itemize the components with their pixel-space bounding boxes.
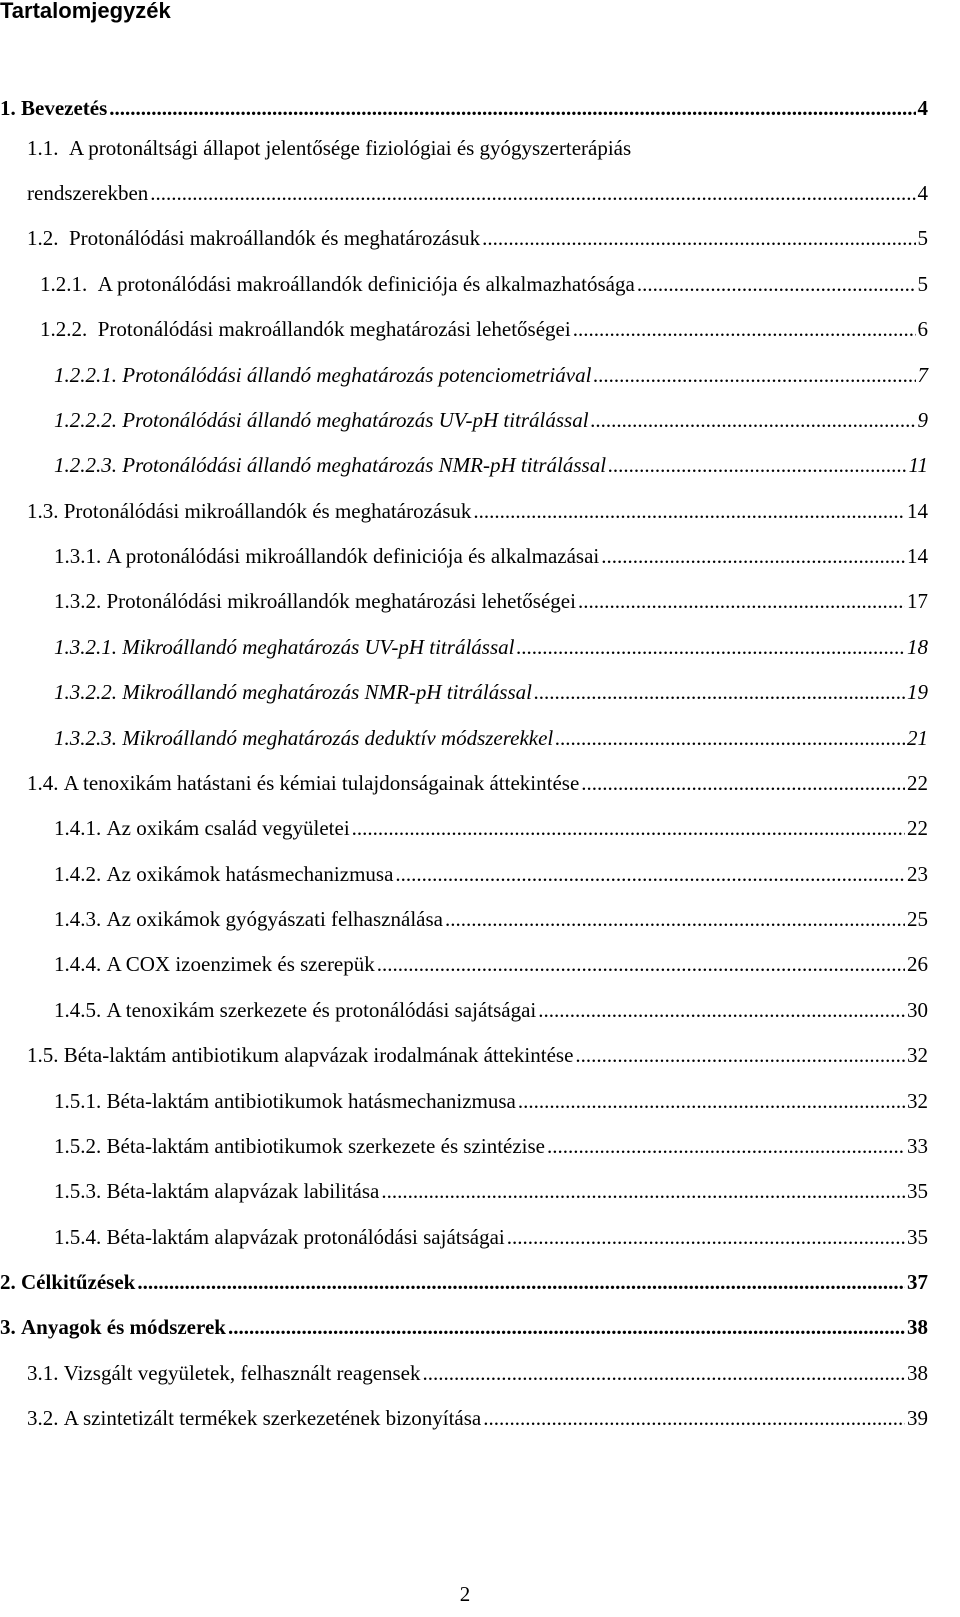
toc-entry-1-5-2[interactable] — [54, 1132, 928, 1160]
toc-entry-title: A tenoxikám hatástani és kémiai tulajdonságainak áttekintése — [63, 771, 580, 795]
dot-leader — [578, 587, 905, 615]
toc-entry-number: 1.2.1. — [40, 272, 88, 296]
toc-entry-page: 7 — [917, 363, 928, 387]
toc-entry-1-4-4[interactable] — [54, 950, 928, 978]
toc-entry-title: Protonálódási makroállandók meghatározási lehetőségei — [97, 317, 571, 341]
toc-entry-1[interactable] — [0, 94, 928, 122]
toc-entry-page: 26 — [907, 952, 928, 976]
toc-entry-title: Az oxikámok gyógyászati felhasználása — [106, 907, 443, 931]
toc-entry-number: 1.4. — [27, 771, 59, 795]
toc-entry-1-2-2-3[interactable] — [54, 451, 928, 479]
toc-entry-1-5-1[interactable] — [54, 1087, 928, 1115]
toc-entry-number: 1.2.2.1. — [54, 363, 117, 387]
toc-entry-3-2[interactable] — [27, 1404, 928, 1432]
toc-entry-number: 1.3.2.3. — [54, 726, 117, 750]
toc-entry-1-2-2-2[interactable] — [54, 406, 928, 434]
toc-entry-page: 23 — [907, 862, 928, 886]
toc-entry-title: Béta-laktám antibiotikumok szerkezete és szintézise — [106, 1134, 545, 1158]
toc-entry-page: 21 — [907, 726, 928, 750]
toc-entry-1-2-1[interactable] — [40, 270, 928, 298]
toc-entry-title: Béta-laktám antibiotikumok hatásmechanizmusa — [106, 1089, 516, 1113]
toc-entry-page: 4 — [917, 181, 928, 205]
dot-leader — [601, 542, 905, 570]
toc-entry-number: 1.3.2. — [54, 589, 102, 613]
dot-leader — [547, 1132, 905, 1160]
toc-entry-1-4-1[interactable] — [54, 814, 928, 842]
toc-entry-number: 1.4.5. — [54, 998, 102, 1022]
dot-leader — [516, 633, 905, 661]
dot-leader — [352, 814, 905, 842]
toc-entry-title: Protonálódási mikroállandók és meghatározásuk — [63, 499, 472, 523]
toc-entry-page: 35 — [907, 1225, 928, 1249]
dot-leader — [581, 769, 905, 797]
toc-entry-title: A tenoxikám szerkezete és protonálódási sajátságai — [106, 998, 537, 1022]
toc-entry-title: A protonálódási mikroállandók definiciója és alkalmazásai — [106, 544, 600, 568]
toc-entry-title: Célkitűzések — [21, 1270, 136, 1294]
toc-entry-1-5[interactable] — [27, 1041, 928, 1069]
toc-entry-number: 1.5.2. — [54, 1134, 102, 1158]
toc-entry-number: 1.1. — [27, 136, 59, 160]
toc-entry-number: 1.2.2. — [40, 317, 88, 341]
toc-entry-number: 3. — [0, 1315, 16, 1339]
toc-entry-number: 1.2.2.2. — [54, 408, 117, 432]
toc-entry-1-2-2[interactable] — [40, 315, 928, 343]
toc-entry-page: 33 — [907, 1134, 928, 1158]
toc-entry-page: 11 — [908, 453, 928, 477]
toc-entry-title-continuation: rendszerekben — [27, 181, 149, 205]
dot-leader — [507, 1223, 905, 1251]
dot-leader — [555, 724, 905, 752]
toc-entry-page: 18 — [907, 635, 928, 659]
toc-entry-number: 1.4.3. — [54, 907, 102, 931]
dot-leader — [518, 1087, 905, 1115]
toc-entry-number: 1.4.1. — [54, 816, 102, 840]
toc-entry-page: 9 — [917, 408, 928, 432]
dot-leader — [445, 905, 905, 933]
toc-entry-title: A COX izoenzimek és szerepük — [106, 952, 375, 976]
toc-entry-title: Vizsgált vegyületek, felhasznált reagensek — [63, 1361, 421, 1385]
dot-leader — [423, 1359, 905, 1387]
toc-entry-title: Mikroállandó meghatározás UV-pH titrálással — [122, 635, 515, 659]
toc-entry-page: 14 — [907, 499, 928, 523]
toc-entry-1-3-2-1[interactable] — [54, 633, 928, 661]
dot-leader — [575, 1041, 905, 1069]
toc-entry-number: 1. — [0, 96, 16, 120]
toc-entry-page: 17 — [907, 589, 928, 613]
toc-entry-title: A szintetizált termékek szerkezetének bizonyítása — [63, 1406, 482, 1430]
page-number: 2 — [459, 1582, 471, 1606]
toc-entry-1-4-2[interactable] — [54, 860, 928, 888]
toc-entry-title: A protonálódási makroállandók definiciója és alkalmazhatósága — [97, 272, 635, 296]
toc-entry-page: 37 — [907, 1270, 928, 1294]
toc-entry-page: 22 — [907, 816, 928, 840]
toc-entry-number: 1.3.2.1. — [54, 635, 117, 659]
toc-entry-title: Bevezetés — [21, 96, 108, 120]
toc-entry-1-5-3[interactable] — [54, 1177, 928, 1205]
dot-leader — [109, 94, 915, 122]
dot-leader — [377, 950, 905, 978]
toc-entry-page: 14 — [907, 544, 928, 568]
toc-entry-1-3[interactable] — [27, 497, 928, 525]
toc-entry-number: 3.2. — [27, 1406, 59, 1430]
toc-entry-page: 19 — [907, 680, 928, 704]
toc-entry-title: Béta-laktám antibiotikum alapvázak irodalmának áttekintése — [63, 1043, 574, 1067]
toc-entry-1-3-2[interactable] — [54, 587, 928, 615]
toc-entry-3[interactable] — [0, 1313, 928, 1341]
dot-leader — [381, 1177, 905, 1205]
toc-entry-3-1[interactable] — [27, 1359, 928, 1387]
toc-entry-page: 25 — [907, 907, 928, 931]
dot-leader — [591, 406, 916, 434]
dot-leader — [573, 315, 916, 343]
toc-entry-1-1-continuation[interactable] — [27, 179, 928, 207]
toc-entry-page: 38 — [907, 1361, 928, 1385]
toc-entry-number: 1.4.2. — [54, 862, 102, 886]
toc-entry-1-2[interactable] — [27, 224, 928, 252]
toc-entry-1-4-5[interactable] — [54, 996, 928, 1024]
toc-entry-title: A protonáltsági állapot jelentősége fiziológiai és gyógyszerterápiás — [69, 136, 632, 160]
toc-entry-number: 1.2.2.3. — [54, 453, 117, 477]
toc-entry-1-1[interactable] — [27, 134, 928, 162]
toc-entry-page: 32 — [907, 1089, 928, 1113]
dot-leader — [482, 224, 915, 252]
toc-entry-title: Protonálódási állandó meghatározás NMR-pH titrálással — [122, 453, 607, 477]
toc-entry-page: 39 — [907, 1406, 928, 1430]
toc-entry-1-2-2-1[interactable] — [54, 361, 928, 389]
toc-entry-page: 6 — [917, 317, 928, 341]
toc-entry-1-3-1[interactable] — [54, 542, 928, 570]
toc-entry-number: 1.5.1. — [54, 1089, 102, 1113]
dot-leader — [608, 451, 906, 479]
dot-leader — [473, 497, 905, 525]
dot-leader — [534, 678, 905, 706]
toc-entry-title: Protonálódási állandó meghatározás potenciometriával — [122, 363, 592, 387]
toc-entry-page: 38 — [907, 1315, 928, 1339]
dot-leader — [483, 1404, 905, 1432]
toc-entry-page: 30 — [907, 998, 928, 1022]
toc-entry-page: 5 — [917, 226, 928, 250]
dot-leader — [228, 1313, 905, 1341]
toc-entry-number: 1.5. — [27, 1043, 59, 1067]
dot-leader — [593, 361, 915, 389]
toc-entry-number: 1.5.3. — [54, 1179, 102, 1203]
toc-entry-title: Az oxikám család vegyületei — [106, 816, 350, 840]
dot-leader — [395, 860, 905, 888]
toc-entry-number: 2. — [0, 1270, 16, 1294]
toc-entry-title: Mikroállandó meghatározás deduktív módszerekkel — [122, 726, 554, 750]
toc-entry-number: 3.1. — [27, 1361, 59, 1385]
toc-entry-1-4[interactable] — [27, 769, 928, 797]
toc-entry-title: Béta-laktám alapvázak labilitása — [106, 1179, 380, 1203]
dot-leader — [637, 270, 916, 298]
toc-entry-number: 1.2. — [27, 226, 59, 250]
toc-entry-title: Mikroállandó meghatározás NMR-pH titrálással — [122, 680, 532, 704]
toc-entry-title: Az oxikámok hatásmechanizmusa — [106, 862, 394, 886]
dot-leader — [538, 996, 905, 1024]
toc-entry-page: 5 — [917, 272, 928, 296]
toc-entry-1-5-4[interactable] — [54, 1223, 928, 1251]
toc-entry-number: 1.4.4. — [54, 952, 102, 976]
toc-heading: Tartalomjegyzék — [0, 0, 171, 23]
toc-entry-title: Protonálódási makroállandók és meghatározásuk — [69, 226, 481, 250]
toc-entry-page: 35 — [907, 1179, 928, 1203]
dot-leader — [137, 1268, 905, 1296]
toc-entry-1-3-2-2[interactable] — [54, 678, 928, 706]
toc-entry-1-3-2-3[interactable] — [54, 724, 928, 752]
toc-entry-1-4-3[interactable] — [54, 905, 928, 933]
toc-entry-number: 1.3.1. — [54, 544, 102, 568]
toc-entry-title: Protonálódási mikroállandók meghatározási lehetőségei — [106, 589, 576, 613]
toc-entry-number: 1.5.4. — [54, 1225, 102, 1249]
toc-entry-page: 22 — [907, 771, 928, 795]
dot-leader — [150, 179, 915, 207]
toc-entry-page: 32 — [907, 1043, 928, 1067]
toc-entry-number: 1.3. — [27, 499, 59, 523]
toc-entry-title: Protonálódási állandó meghatározás UV-pH titrálással — [122, 408, 589, 432]
toc-entry-title: Anyagok és módszerek — [21, 1315, 226, 1339]
toc-entry-number: 1.3.2.2. — [54, 680, 117, 704]
toc-entry-title: Béta-laktám alapvázak protonálódási sajátságai — [106, 1225, 505, 1249]
toc-entry-page: 4 — [917, 96, 928, 120]
toc-entry-2[interactable] — [0, 1268, 928, 1296]
